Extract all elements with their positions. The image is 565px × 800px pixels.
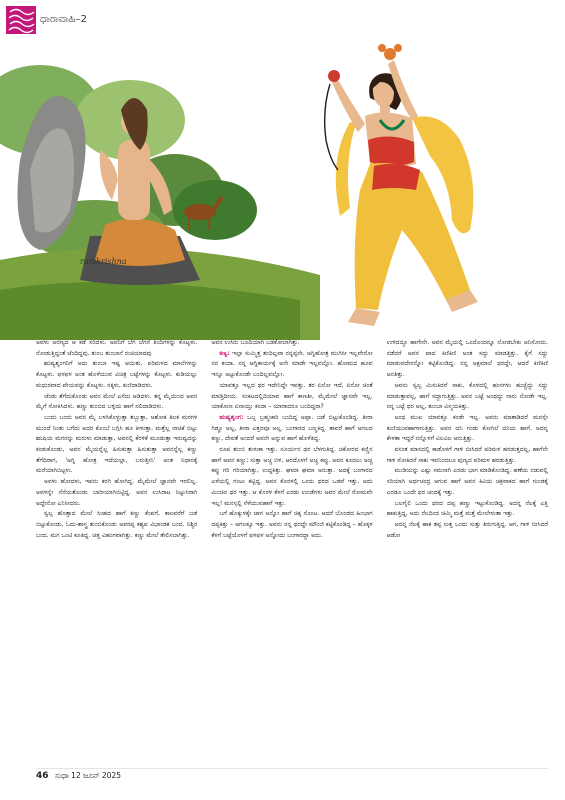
paragraph: ಬಗೆ ಹೊಕ್ಕುಳಕ್ಕೇ ಜಾಗ ಅನ್ನೋ ಹಾಗೆ ಚಿಕ್ಕ ಸೊಂಟ. ಆದರೆ ಬೊಂಡದ ಹಿಂಭಾಗ ದಪ್ಪಕಿತ್ತು – ಅಗಲಕ್ಕೂ ಇತ್ತು. ಅವನು ನನ್ನ ಥರದ್ದೇ ಮೌಂಜಿ ಕಟ್ಟಿಕೊಂಡಿದ್ದ – ಹೊಕ್ಕಳ ಕೆಳಗೆ ಬಟ್ಟೆಯೊಳಗೆ ಫಳಫಳ ಅನ್ನೋದು ಬಂಗಾರದ್ದಾ ಅದು. bbox=[211, 510, 373, 539]
dialogue-text: ಇಲ್ಲಾ ಸುಮ್ಮಿತ್ತ ತಂದಿಲ್ಲವಾ ನನ್ನಪ್ಪನೇ. ಅಗ್ನಿಹೋತ್ರ ಮುಗಿಸೀ ಇಲ್ಲವೇನೋ ನನ ಕಂದಾ. ನನ್ನ ಆಗ್ನಿಕಾರ್ಯಕ್ಕೆ ಅನೇ ಮಾಡೇ ಇಲ್ಲವಲ್ಲೋ. ಹೋಮದ ಹೂವ ಇನ್ನೂ ಅಟ್ಟುಕೊಂಡೇ ಬಂದಿಲ್ಲವಲ್ಲೋ. bbox=[211, 349, 373, 379]
paragraph: ಚೆಂಡು ತೆಗೆದುಕೊಂಡು ಅವನ ಮೇಲೆ ಎಸೆದು ಆಡಿದಳು. ತನ್ನ ಮೈಯಿಂದ ಅವನ ಮೈಗೆ ಸೋಕಿಸಿದಳು. ಹಣ್ಣು ತುಂಬಿದ ಬಳ್ಳಿಯ ಹಾಗೆ ನಲಿದಾಡಿದಳು. bbox=[36, 392, 198, 411]
magazine-logo bbox=[6, 6, 36, 34]
dialogue-paragraph bbox=[211, 349, 372, 381]
paragraph: ಅವನ ಉಸಿರು ಬೂದಿಯಾಗಿ ಬಡಕೋಲಾಗಿತ್ತು. bbox=[211, 339, 300, 346]
article-columns bbox=[36, 338, 548, 766]
dancer-figure bbox=[325, 44, 478, 326]
issue-date: ಸುಧಾ 12 ಜೂನ್ 2025 bbox=[54, 771, 121, 780]
page-number: 46 bbox=[36, 771, 49, 781]
page-footer bbox=[36, 771, 121, 781]
paragraph: ಅವಳು ಅರಣ್ಯದ ಆ ಕಡೆ ಸರಿದಳು. ಅವನಿಗೆ ಬೆಗ ಬೆಗನೆ ತಿಂದಿಗಳನ್ನು ಕೊಟ್ಟಳು. ನೋಡುತ್ತಿದ್ದಂತೆ ಚೆಂದಿದ್ದವು. ತುಂಬ ತುಂಬಾನೆ ರುಚಿಯಾದವು bbox=[36, 339, 198, 357]
paragraph: ಅಂಥ ಮುಖ ಯಾವತ್ತೂ ಕಂಡೇ ಇಲ್ಲ. ಅವನು ಮಾತಾಡಿದರೆ ಮನಸ್ಸೇ ಕುಣಿಯುವಹಾಗಾಗುತ್ತಿತ್ತು. ಅವನ ದನಿ ಗಂಡು ಕೋಗಿಲೆ ದನಿಯ ಹಾಗೆ. ಅದನ್ನ ಕೇಳತಾ ಇದ್ದರೆ ನನ್ನೊಳಗೆ ವಿಲವಿಲ ಅನುತ್ತಿತ್ತು. bbox=[386, 413, 548, 443]
paragraph: ಬಂದು ಬಂದು ಅವನ ಮೈ ಬಳಸಿಕೊಳ್ಳುತ್ತಾ ತಬ್ಬುತ್ತಾ, ಅಶೋಕ ತಿಲಕ ಮರಗಳ ಮುಂದೆ ನಿಂತು ಬಗೆದು ಅದರ ಕೊಂಬೆ ಬಗ್ಗಿಸಿ ಹೂ ಕೀಳುತ್ತಾ, ಮತ್ತೆಲ್ಲ ನಾಚಿಕೆ ಬಿಟ್ಟು ಋಷಿಯ ಮಗನನ್ನು ಮರುಳು ಮಾಡುತ್ತಾ, ಅವನಲ್ಲಿ ಕೆರಳಿಕೆ ಮೂಡುತ್ತಾ ಇರುವ್ವದನ್ನು ಕಂಡುಕೊಂಡು, ಅವನ ಮೈಯನ್ನೆಲ್ಲ ಹಿಸುಕುತ್ತಾ ಹಿಸುಕುತ್ತಾ ಅವನನ್ನೆಲ್ಲ ಕಣ್ಣು ತೆಗೆದಿರಾಗ, 'ಅಗ್ನಿ ಹೋತ್ರ ಇದೆಯಲ್ಲಾ, ಬರುತ್ತೀನಿ' ಅಂತ ನಿಧಾನಕ್ಕೆ ಮರೆಯಾಗಿಬಿಟ್ಟಳು. bbox=[36, 413, 198, 475]
story-illustration bbox=[0, 40, 565, 340]
paragraph: ಸ್ವಲ್ಪ ಹೊತ್ತಾದ ಮೇಲೆ ಸಿಂಹದ ಹಾಗೆ ಕಣ್ಣು ಕೆಂಪಗೆ, ಕಾಲವರೆಗೆ ಜಡೆ ಬಿಟ್ಟುಕೊಂಡು, ಓದು-ಶಾಸ್ತ್ರ ತುಂಬಿಕೊಂಡು ಅವರಪ್ಪ ಕಶ್ಯಪ ವಿಭಾಂಡಕ ಬಂದ. ನಿಶ್ಚಿರ ಬಂದ. ಮಗ ಒಂಟಿ ಕೂತಿದ್ದ. ಚಿತ್ತ ವಿಹಂಗವಾಗಿತ್ತು. ಕಣ್ಣು ಮೇಲೆ ತೇಲಿಸಲಾಗಿತ್ತು. bbox=[36, 510, 198, 539]
paragraph: ಅವನು ಸ್ವಲ್ಪ ಮಿಸುಕಿದರೆ ಸಾಕು, ಕೊಳದಲ್ಲಿ ಹಂಸಗಳು ಹುಚ್ಚೆದ್ದು ಸದ್ದು ಮಾಡುತ್ತಾವಲ್ಲ, ಹಾಗೆ ಸದ್ದಾಗುತ್ತಿತ್ತು. ಅವನ ಬಟ್ಟೆ ಅಂಥದ್ದು ನಾನು ನೋಡೇ ಇಲ್ಲ. ನನ್ನ ಬಟ್ಟೆ ಥರ ಅಲ್ಲ, ತುಂಬಾ ವಿಸ್ಮಯಕಿತ್ತು. bbox=[386, 381, 548, 411]
paragraph: ಮುಡಿಯನ್ನು ಎಷ್ಟು ಸಮನಾಗಿ ಎರಡು ಭಾಗ ಮಾಡಿಕೊಂಡಿದ್ದ. ಹಣೆಯ ನಡುವಲ್ಲಿ ಸರಿಯಾಗಿ ಅರ್ಧಚಂದ್ರ ಆಗುವ ಹಾಗೆ ಅವನ ಕಿವಿಯ ಚಕ್ರವಾಕದ ಹಾಗೆ ಗುಂಡಕ್ಕೆ ಎರಡೂ ಒಂದೇ ಥರ ಚಂದಕ್ಕೆ ಇತ್ತು. bbox=[386, 467, 548, 496]
artist-signature: ramkrishna bbox=[80, 257, 127, 266]
paragraph: ಯಾವತ್ತೂ ಇಲ್ಲದ ಥರ ಇದೇನಿದ್ದೇ ಇವತ್ತು. ತರ ಏನೋ ಇದೆ, ಏನೋ ಚಿಂತೆ ಮಾಡ್ತಿದೀಯ. ಸಂಕಟದಲ್ಲಿದಿಯಾವ ಹಾಗೆ ಕಾಣತೀ, ಮೈಮೇಲೆ ಜ್ಞಾನವೇ ಇಲ್ಲ. ಯಾಕೋಣ ಏನಾಯ್ತು ಕಂದಾ – ಯಾರಾದರೂ ಬಂದಿದ್ದರಾ? bbox=[211, 381, 373, 411]
article-column-2 bbox=[211, 338, 372, 766]
article-column-3 bbox=[387, 338, 548, 766]
dialogue-text: ಒಬ್ಬ ಬ್ರಹ್ಮಚಾರಿ ಬಂದಿದ್ದ ಅಪ್ಪಾ. ಜಡೆ ಬಿಟ್ಟುಕೊಂಡಿದ್ದ. ತೀರಾ ಗಿಡ್ಡೂ ಅಲ್ಲ, ತೀರಾ ಎತ್ತರವೂ ಅಲ್ಲ. ಬಂಗಾರದ ಬಣ್ಣಕಿದ್ದ. ತಾವರೆ ಹಾಗೆ ಅಗಲದ ಕಣ್ಣು, ದೇವತೆ ಅಂದರೆ ಅವನೇ ಅನ್ನುವ ಹಾಗೆ ಹೊಳೆತಿದ್ದ. bbox=[211, 413, 373, 443]
paragraph: ಅವಳು ಹೋದಳು, ಇವನು ಕರಗಿ ಹೋಗಿದ್ದ. ಮೈಮೇಲೆ ಜ್ಞಾನವೇ ಇರಲಿಲ್ಲ. ಅವಳನ್ನೇ ನೆನೆಯತೊಂಡು ಬಾರೀಯಾಗಿಬಿಟ್ಟಿದ್ದ. ಅವನ ಉಸಿರಾಟ ನಿಟ್ಟುಸಿರಾಗಿ ಅದ್ದೇನೋ ಎನಿಸೀದರು. bbox=[36, 478, 198, 507]
article-column-1 bbox=[36, 338, 197, 766]
speaker-name: ಋಷ್ಯಶೃಂಗ: bbox=[219, 413, 244, 421]
footer-divider bbox=[36, 768, 548, 769]
paragraph: ಋಷ್ಯಶೃಂಗನಿಗೆ ಅದು ತುಂಬಾ ಇಷ್ಟ ಆಯಿತು. ಪರಿಮಳದ ಮಾಲೆಗಳನ್ನು ಕೊಟ್ಟಳು. ಫಳಫಳ ಅಂತ ಹೊಳೆಯುವ ವಿಚಿತ್ರ ಬಟ್ಟೆಗಳನ್ನು ಕೊಟ್ಟಳು. ಕುಡಿಯಲ್ಲು ಮಧುರವಾದ ಪೇಯವನ್ನು ಕೊಟ್ಟಳು. ನಕ್ಕಳು, ಕುಣಿದಾಡಿದಳು. bbox=[36, 360, 198, 389]
series-label: ಧಾರಾವಾಹಿ–2 bbox=[40, 14, 87, 25]
paragraph: ರೂಪ ತುಂಬಿ ತುಳುಕಾ ಇತ್ತು. ಸೂರ್ಯನ ಥರ ಬೆಳಗುತಿದ್ದ. ಚಕೋರದ ಕಣ್ಣಿನ ಹಾಗೆ ಅವನ ಕಣ್ಣು; ಸುತ್ತಾ ಅಚ್ಚ ಬಿಳಿ, ಆರದೊಳಗೆ ಅಚ್ಚ ಕಪ್ಪು. ಅವನ ಕೂದಲು ಅಚ್ಚ ಕಪ್ಪು ಗರಿ ಗರಿಯಾಗಿತ್ತು, ಉದ್ದಕಿತ್ತು. ಘಮಾ ಘಮಾ ಅನುತ್ತಾ. ಅದಕ್ಕೆ ಬಂಗಾರದ ಎಳೆಯಲ್ಲಿ ಗಂಟು ಕಟ್ಟಿದ್ದ. ಅವನ ಕೊರಳಲ್ಲಿ ಒಂದು ಥರದ ಒಡವೆ ಇತ್ತು. ಅದು ಮಿಂಚಿನ ಥರ ಇತ್ತು. ಆ ಕೊರಳ ಕೆಳಗೆ ಎರಡು ಉಂಡೆಗಳು ಅವರ ಮೇಲೆ ರೋಮವೇ ಇಲ್ಲ! ಮನಸ್ಸಲ್ಲಿ ಸೆಳೆಯುವಹಾಗೆ ಇತ್ತು. bbox=[211, 446, 373, 507]
paragraph: ವಸಂತ ಮಾಸದಲ್ಲಿ ಕಾಡೊಳಗೆ ಗಾಳಿ ಬೀಸಿದರೆ ಪರಿಮಳ ಹರಡುತ್ತದಲ್ಲ, ಹಾಗೆನೇ ಗಾಳಿ ಸೋಕಿದರೆ ಸಾಕು ಇವನಿಂದಲೂ ಪುಣ್ಯದ ಪರಿಮಳ ಹರಡುತ್ತಿತ್ತು. bbox=[386, 446, 548, 464]
dialogue-paragraph bbox=[211, 413, 372, 445]
paragraph: ಅದನ್ನ ನೆಲಕ್ಕೆ ಹಾಕ ತಪ್ಪ ಸುತ್ತ ಒಂದು ಸುತ್ತು ತಿರುಗುತ್ತಿದ್ದ. ಆಗ, ಗಾಳಿ ಬೀಸಿದರೆ ಆಡೋ bbox=[386, 520, 548, 539]
speaker-name: ಕಣ್ವ: bbox=[219, 349, 230, 357]
paragraph: ಉಳಿದದ್ದೂ ಹಾಗೇನೇ. ಅವನ ಮೈಯಲ್ಲಿ ಒಂದೊಂದನ್ನೂ ನೋಡಬೇಕು ಅನಿಸೋದು. ನಡೆದರೆ ಅವನ ಪಾದ ಕಿಣಿಕಿಣಿ ಅಂತ ಸದ್ದು ಮಾಡತ್ತಿತ್ತು. ಕೈಗೆ ಸದ್ದು ಮಾಡುವದೇನನ್ನೋ ಕಟ್ಟಿಕೊಂಡಿದ್ದ. ನನ್ನ ಅಕ್ಷಮಾಲೆ ಥರದ್ದೇ, ಆದರೆ ಕಿಣಿಕಿಣಿ ಅನತಿತ್ತು. bbox=[386, 339, 548, 379]
paragraph: ಬಲಗೈಲಿ ಒಂದು ಥರದ ದಪ್ಪ ಹಣ್ಣು ಇಟ್ಟುಕೊಂಡಿದ್ದ. ಅದನ್ನ ನೆಲಕ್ಕೆ ಎತ್ತಿ ಹಾಕುತ್ತಿದ್ದ, ಅದು ನೆಲದಿಂದ ಚಿಮ್ಮಿ ಮತ್ತೆ ಮತ್ತೆ ಮೇಲೇಳುತಾ ಇತ್ತು. bbox=[386, 499, 548, 518]
